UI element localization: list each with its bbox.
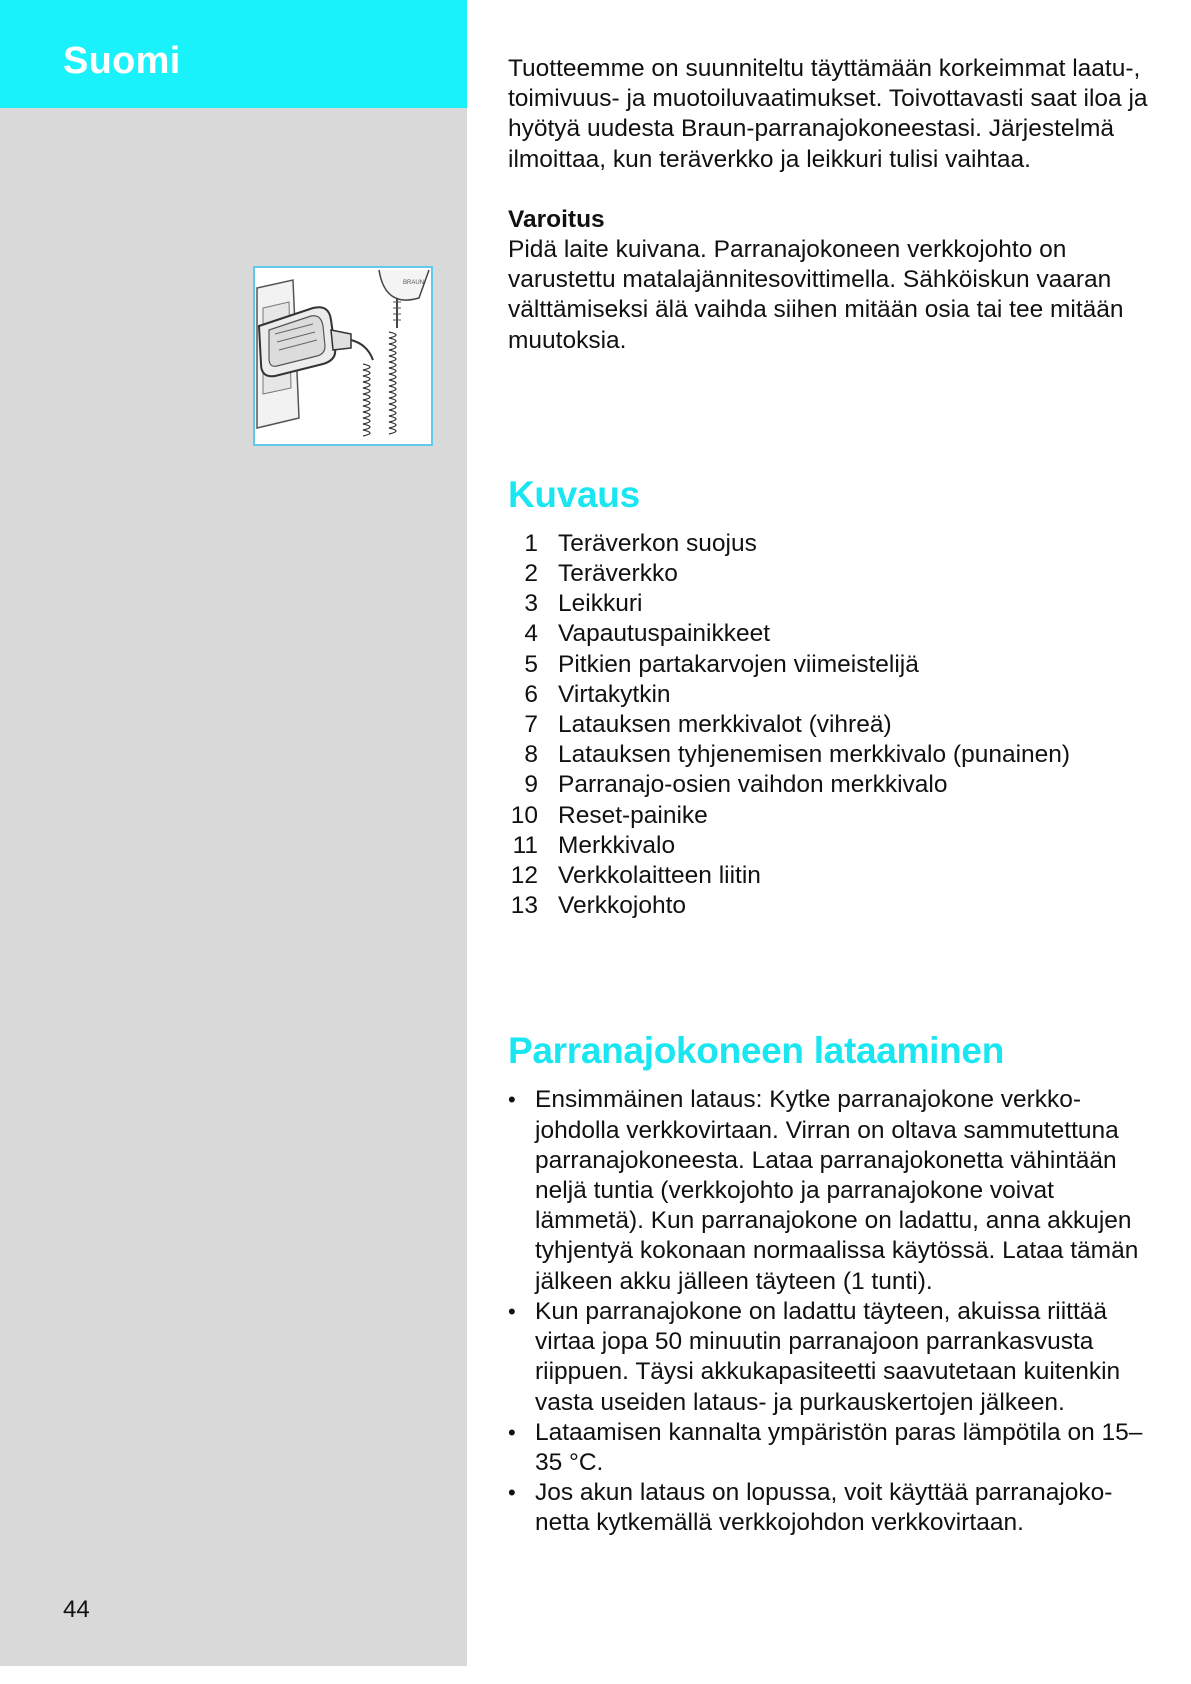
item-number: 2 bbox=[524, 560, 538, 588]
list-item bbox=[508, 831, 1158, 861]
parts-list bbox=[508, 529, 1158, 922]
list-item bbox=[508, 1085, 1158, 1296]
item-label: Reset-painike bbox=[558, 801, 708, 829]
bullet-icon: • bbox=[508, 1480, 516, 1506]
item-label: Latauksen tyhjenemisen merkkivalo (punainen) bbox=[558, 741, 1071, 769]
item-label: Leikkuri bbox=[558, 590, 643, 618]
description-heading: Kuvaus bbox=[508, 473, 640, 515]
list-item bbox=[508, 619, 1158, 649]
item-label: Latauksen merkkivalot (vihreä) bbox=[558, 711, 892, 739]
list-item bbox=[508, 1478, 1158, 1538]
item-label: Verkkolaitteen liitin bbox=[558, 862, 761, 890]
power-plug-illustration bbox=[253, 266, 433, 446]
item-number: 9 bbox=[524, 771, 538, 799]
item-number: 5 bbox=[524, 650, 538, 678]
item-number: 11 bbox=[512, 831, 538, 859]
warning-text: Pidä laite kuivana. Parranajokoneen verkkojohto on varustettu matalajännitesovittimella. Sähköiskun vaaran välttämiseksi älä vaihda siihen mitään osia tai tee mitään muutoksia. bbox=[508, 236, 1124, 354]
list-item bbox=[508, 650, 1158, 680]
item-number: 13 bbox=[510, 892, 538, 920]
list-item bbox=[508, 740, 1158, 770]
item-number: 4 bbox=[524, 620, 538, 648]
bullet-text: Jos akun lataus on lopussa, voit käyttää parranajoko-netta kytkemällä verkkojohdon verkkovirtaan. bbox=[535, 1479, 1113, 1537]
brand-mark: BRAUN bbox=[403, 280, 425, 286]
sidebar bbox=[0, 0, 467, 1666]
item-label: Vapautuspainikkeet bbox=[558, 620, 771, 648]
list-item bbox=[508, 559, 1158, 589]
list-item bbox=[508, 801, 1158, 831]
item-number: 1 bbox=[524, 529, 538, 557]
warning-heading: Varoitus bbox=[508, 205, 605, 233]
list-item bbox=[508, 770, 1158, 800]
charging-bullets bbox=[508, 1085, 1158, 1538]
item-label: Parranajo-osien vaihdon merkkivalo bbox=[558, 771, 948, 799]
charging-heading: Parranajokoneen lataaminen bbox=[508, 1030, 1005, 1072]
main-content bbox=[508, 54, 1158, 1539]
item-label: Pitkien partakarvojen viimeistelijä bbox=[558, 650, 919, 678]
list-item bbox=[508, 891, 1158, 921]
list-item bbox=[508, 680, 1158, 710]
item-number: 12 bbox=[510, 862, 538, 890]
language-banner bbox=[0, 0, 467, 108]
warning-section bbox=[508, 205, 1158, 356]
item-label: Merkkivalo bbox=[558, 831, 676, 859]
list-item bbox=[508, 529, 1158, 559]
power-plug-icon bbox=[255, 268, 431, 444]
item-number: 10 bbox=[510, 801, 538, 829]
list-item bbox=[508, 1297, 1158, 1418]
item-label: Teräverkon suojus bbox=[558, 529, 757, 557]
list-item bbox=[508, 589, 1158, 619]
item-number: 3 bbox=[524, 590, 538, 618]
item-label: Virtakytkin bbox=[558, 680, 671, 708]
list-item bbox=[508, 710, 1158, 740]
language-title: Suomi bbox=[63, 40, 181, 82]
item-label: Verkkojohto bbox=[558, 892, 687, 920]
bullet-icon: • bbox=[508, 1298, 516, 1324]
bullet-text: Lataamisen kannalta ympäristön paras lämpötila on 15–35 °C. bbox=[535, 1418, 1143, 1476]
list-item bbox=[508, 1418, 1158, 1478]
item-label: Teräverkko bbox=[558, 560, 678, 588]
intro-paragraph: Tuotteemme on suunniteltu täyttämään korkeimmat laatu-, toimivuus- ja muotoiluvaatimukset. Toivottavasti saat iloa ja hyötyä uudesta Braun-parranajokoneestasi. Järjestelmä ilmoittaa, kun teräverkko ja leikkuri tulisi vaihtaa. bbox=[508, 55, 1148, 173]
list-item bbox=[508, 861, 1158, 891]
item-number: 8 bbox=[524, 741, 538, 769]
bullet-icon: • bbox=[508, 1087, 516, 1113]
bullet-text: Kun parranajokone on ladattu täyteen, akuissa riittää virtaa jopa 50 minuutin parranajoon parrankasvusta riippuen. Täysi akkukapasiteetti saavutetaan kuitenkin vasta useiden lataus- ja purkauskertojen jälkeen. bbox=[535, 1297, 1121, 1416]
page-number: 44 bbox=[63, 1596, 90, 1623]
bullet-icon: • bbox=[508, 1419, 516, 1445]
item-number: 6 bbox=[524, 680, 538, 708]
bullet-text: Ensimmäinen lataus: Kytke parranajokone verkko-johdolla verkkovirtaan. Virran on oltava sammutettuna parranajokoneesta. Lataa parranajokonetta vähintään neljä tuntia (verkkojohto ja parranajokone voivat lämmetä). Kun parranajokone on ladattu, anna akkujen tyhjentyä kokonaan normaalissa käytössä. Lataa tämän jälkeen akku jälleen täyteen (1 tunti). bbox=[535, 1086, 1139, 1295]
item-number: 7 bbox=[524, 711, 538, 739]
